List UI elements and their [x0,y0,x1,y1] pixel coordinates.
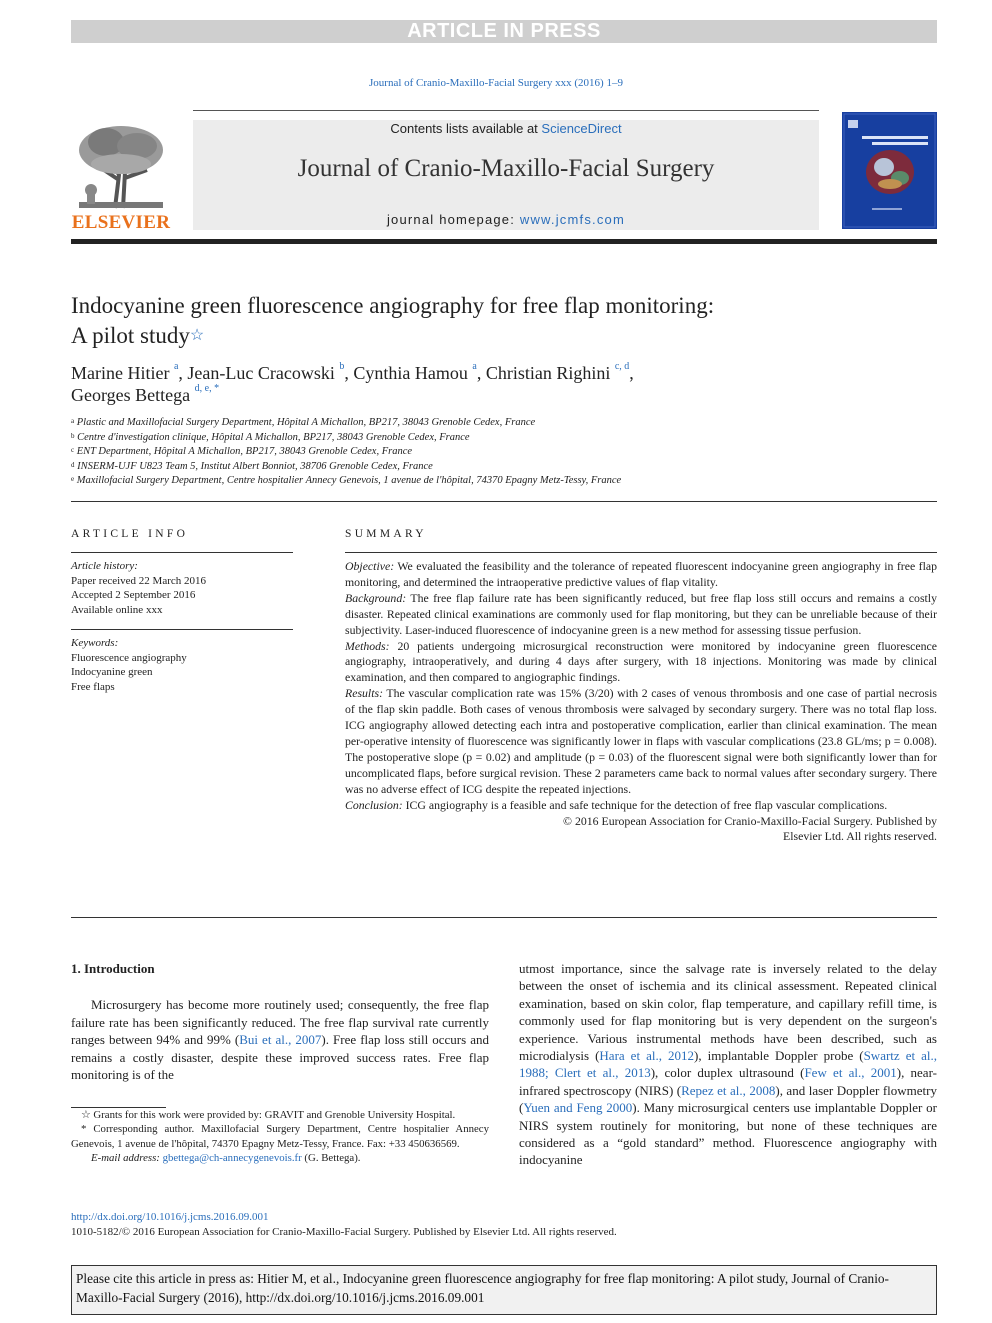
corresponding-author-footnote: * Corresponding author. Maxillofacial Surgery Department, Centre hospitalier Annecy Genevois, 1 avenue de l'hôpital, 74370 Epagny Metz-Tessy, France. Fax: +33 450636569. [71,1123,489,1150]
author-name: Jean-Luc Cracowski [187,363,335,383]
author-affil-mark[interactable]: a [472,361,477,372]
keywords [71,636,293,694]
keywords-label: Keywords: [71,637,119,649]
author-name: Cynthia Hamou [353,363,468,383]
affiliations [71,416,931,489]
summary-text: ICG angiography is a feasible and safe technique for the detection of free flap vascular complications. [402,797,888,812]
email-link[interactable]: gbettega@ch-annecygenevois.fr [162,1152,302,1165]
summary-rule [345,552,937,553]
journal-title: Journal of Cranio-Maxillo-Facial Surgery [297,155,715,182]
article-info-heading: ARTICLE INFO [71,528,189,540]
summary-text: 20 patients undergoing microsurgical reconstruction were monitored by indocyanine green fluorescence angiography, intraoperatively, and during 4 days after surgery, with 18 injections. Monitoring was made by clinical examination, and then compared to angiographic findings. [345,638,937,685]
intro-paragraph [71,996,489,1083]
affiliation-text: ENT Department, Hôpital A Michallon, BP217, 38043 Grenoble Cedex, France [76,446,413,457]
title-line1: Indocyanine green fluorescence angiography for free flap monitoring: [71,293,715,318]
affiliation-mark: b [71,431,75,440]
article-in-press-banner: ARTICLE IN PRESS [71,20,937,43]
journal-reference-link[interactable]: Journal of Cranio-Maxillo-Facial Surgery xxx (2016) 1–9 [369,77,623,89]
summary-heading: SUMMARY [345,528,427,540]
summary-methods [345,639,937,687]
sciencedirect-link[interactable]: ScienceDirect [541,121,622,136]
history-label: Article history: [71,560,138,572]
summary-label: Background: [345,590,407,605]
summary-background [345,591,937,639]
author-affil-mark[interactable]: b [339,361,345,372]
history-item: Paper received 22 March 2016 [71,574,207,587]
title-footnote-star[interactable]: ☆ [189,327,205,344]
intro-text: ). Free flap loss still occurs and remains a costly disaster, despite these improved success rates. Free flap monitoring is of the [71,1032,490,1083]
email-footnote [71,1151,489,1165]
citation-link[interactable]: Yuen and Feng 2000 [523,1100,633,1116]
intro-text: Microsurgery has become more routinely used; consequently, the free flap failure rate has been significantly reduced. The free flap survival rate currently ranges between 94% and 99% ( [71,997,489,1048]
author-separator: , [344,363,354,383]
intro-paragraph-continued [519,960,937,1169]
history-item: Accepted 2 September 2016 [71,589,196,601]
summary-label: Methods: [345,638,390,653]
author-name: Georges Bettega [71,385,191,405]
affiliation-mark: c [71,446,75,454]
doi-link[interactable]: http://dx.doi.org/10.1016/j.jcms.2016.09.001 [71,1211,269,1223]
author-name: Marine Hitier [71,363,170,383]
author-list [71,362,931,406]
author-separator: , [476,363,486,383]
summary-results [345,686,937,797]
article-info-rule [71,552,293,553]
email-label: E-mail address: [91,1152,163,1165]
rights-line: 1010-5182/© 2016 European Association for Cranio-Maxillo-Facial Surgery. Published by Elsevier Ltd. All rights reserved. [71,1226,617,1238]
homepage-line [193,212,819,227]
contents-line [193,121,819,136]
contents-prefix: Contents lists available at [390,121,542,136]
footnotes [71,1108,489,1166]
citation-link[interactable]: Few et al., 2001 [804,1065,897,1081]
intro-text: ), and laser Doppler flowmetry ( [519,1082,937,1116]
keyword-item: Fluorescence angiography [71,651,187,664]
affiliation-text: Maxillofacial Surgery Department, Centre hospitalier Annecy Genevois, 1 avenue de l'hôpital, 74370 Epagny Metz-Tessy, France [76,475,622,486]
intro-text: ), implantable Doppler probe ( [694,1048,864,1064]
intro-text: ). Many microsurgical centers use implantable Doppler or NIRS system routinely for monitoring, but none of these techniques are considered as a “gold standard” method. Fluorescence angiography with indocyanine [519,1100,937,1168]
author-separator: , [178,363,188,383]
affiliation-item [71,474,931,489]
author-affil-mark[interactable]: d, e, * [194,383,220,394]
summary-copyright: © 2016 European Association for Cranio-Maxillo-Facial Surgery. Published by Elsevier Ltd. All rights reserved. [563,813,937,844]
summary-text: We evaluated the feasibility and the tolerance of repeated fluorescent indocyanine green angiography in free flap monitoring, and determined the intraoperative predictive values of flap vitality. [345,559,937,589]
keyword-item: Indocyanine green [71,666,153,678]
keyword-item: Free flaps [71,680,115,693]
article-history [71,559,293,617]
section-rule [71,501,937,502]
author-separator: , [629,363,634,383]
summary-label: Results: [345,686,384,701]
summary-text: The vascular complication rate was 15% (3/20) with 2 cases of venous thrombosis and one case of partial necrosis of the flap skin paddle. Both cases of venous thrombosis were salvaged by secondary surgery. There was no total flap loss. ICG angiography allowed detecting each intra and postoperative complication, earlier than clinical examination. The mean per-operative intensity of fluorescence was significantly lower in flaps with vascular complications (23.8 GL/ms; p = 0.008). The postoperative slope (p = 0.02) and amplitude (p = 0.03) of the fluorescent signal were both significantly lower than for uncomplicated flaps, before surgical revision. These 2 parameters came back to normal values after secondary surgery. There was no adverse effect of ICG despite the repeated injections. [345,686,937,796]
affiliation-item [71,416,931,431]
elsevier-wordmark: ELSEVIER [71,212,171,233]
history-item: Available online xxx [71,603,163,616]
intro-text: utmost importance, since the salvage rate is inversely related to the delay between the onset of ischemia and its clinical assessment. Repeated clinical examination, based on skin color, flap temperature, and capillary refill time, is commonly used for flap monitoring but is very dependent on the surgeon's experience. Various instrumental methods have been described, such as microdialysis ( [519,961,937,1064]
homepage-prefix: journal homepage: [386,212,520,227]
email-suffix: (G. Bettega). [301,1152,361,1165]
citation-box: Please cite this article in press as: Hitier M, et al., Indocyanine green fluorescence angiography for free flap monitoring: A pilot study, Journal of Cranio-Maxillo-Facial Surgery (2016), http://dx.doi.org/10.1016/j.jcms.2016.09.001 [71,1265,937,1315]
summary-conclusion [345,798,937,814]
affiliation-mark: e [71,475,75,483]
body-rule [71,917,937,918]
summary-text: The free flap failure rate has been significantly reduced, but free flap loss still occurs and remains a costly disaster. Repeated clinical examinations are commonly used for flap monitoring, but they can be unreliable because of their subjectivity. Laser-induced fluorescence of indocyanine green is a new method for assessing tissue perfusion. [345,590,937,637]
citation-link[interactable]: Swartz et al., 1988; Clert et al., 2013 [519,1048,937,1081]
body-column-right [519,960,937,1169]
affiliation-text: INSERM-UJF U823 Team 5, Institut Albert Bonniot, 38706 Grenoble Cedex, France [77,460,433,472]
homepage-link[interactable]: www.jcmfs.com [519,212,626,227]
title-line2: A pilot study [71,323,190,348]
affiliation-item [71,460,931,475]
affiliation-text: Centre d'investigation clinique, Hôpital A Michallon, BP217, 38043 Grenoble Cedex, France [77,431,470,443]
keywords-rule [71,629,293,630]
article-title [71,291,931,351]
header-thick-rule [71,239,937,244]
summary-objective [345,559,937,591]
journal-cover-thumbnail[interactable] [842,112,937,229]
summary-label: Conclusion: [345,797,403,812]
author-affil-mark[interactable]: a [173,361,179,372]
intro-text: ), color duplex ultrasound ( [650,1065,805,1081]
summary-body [345,559,937,845]
affiliation-mark: a [71,417,75,425]
author-affil-mark[interactable]: c, d [614,361,630,372]
header-rule [193,110,819,111]
citation-link[interactable]: Repez et al., 2008 [681,1082,776,1098]
author-name: Christian Righini [485,363,611,383]
introduction-heading: 1. Introduction [71,961,155,976]
citation-link[interactable]: Bui et al., 2007 [239,1032,322,1048]
body-column-left [71,960,489,1083]
intro-text: ), near-infrared spectroscopy (NIRS) ( [519,1065,937,1098]
citation-link[interactable]: Hara et al., 2012 [599,1048,694,1064]
affiliation-item [71,445,931,460]
affiliation-text: Plastic and Maxillofacial Surgery Department, Hôpital A Michallon, BP217, 38043 Grenoble Cedex, France [76,417,536,428]
summary-label: Objective: [345,559,395,573]
affiliation-item [71,431,931,446]
grant-footnote: ☆ Grants for this work were provided by: GRAVIT and Grenoble University Hospital. [81,1109,456,1121]
affiliation-mark: d [71,460,75,469]
